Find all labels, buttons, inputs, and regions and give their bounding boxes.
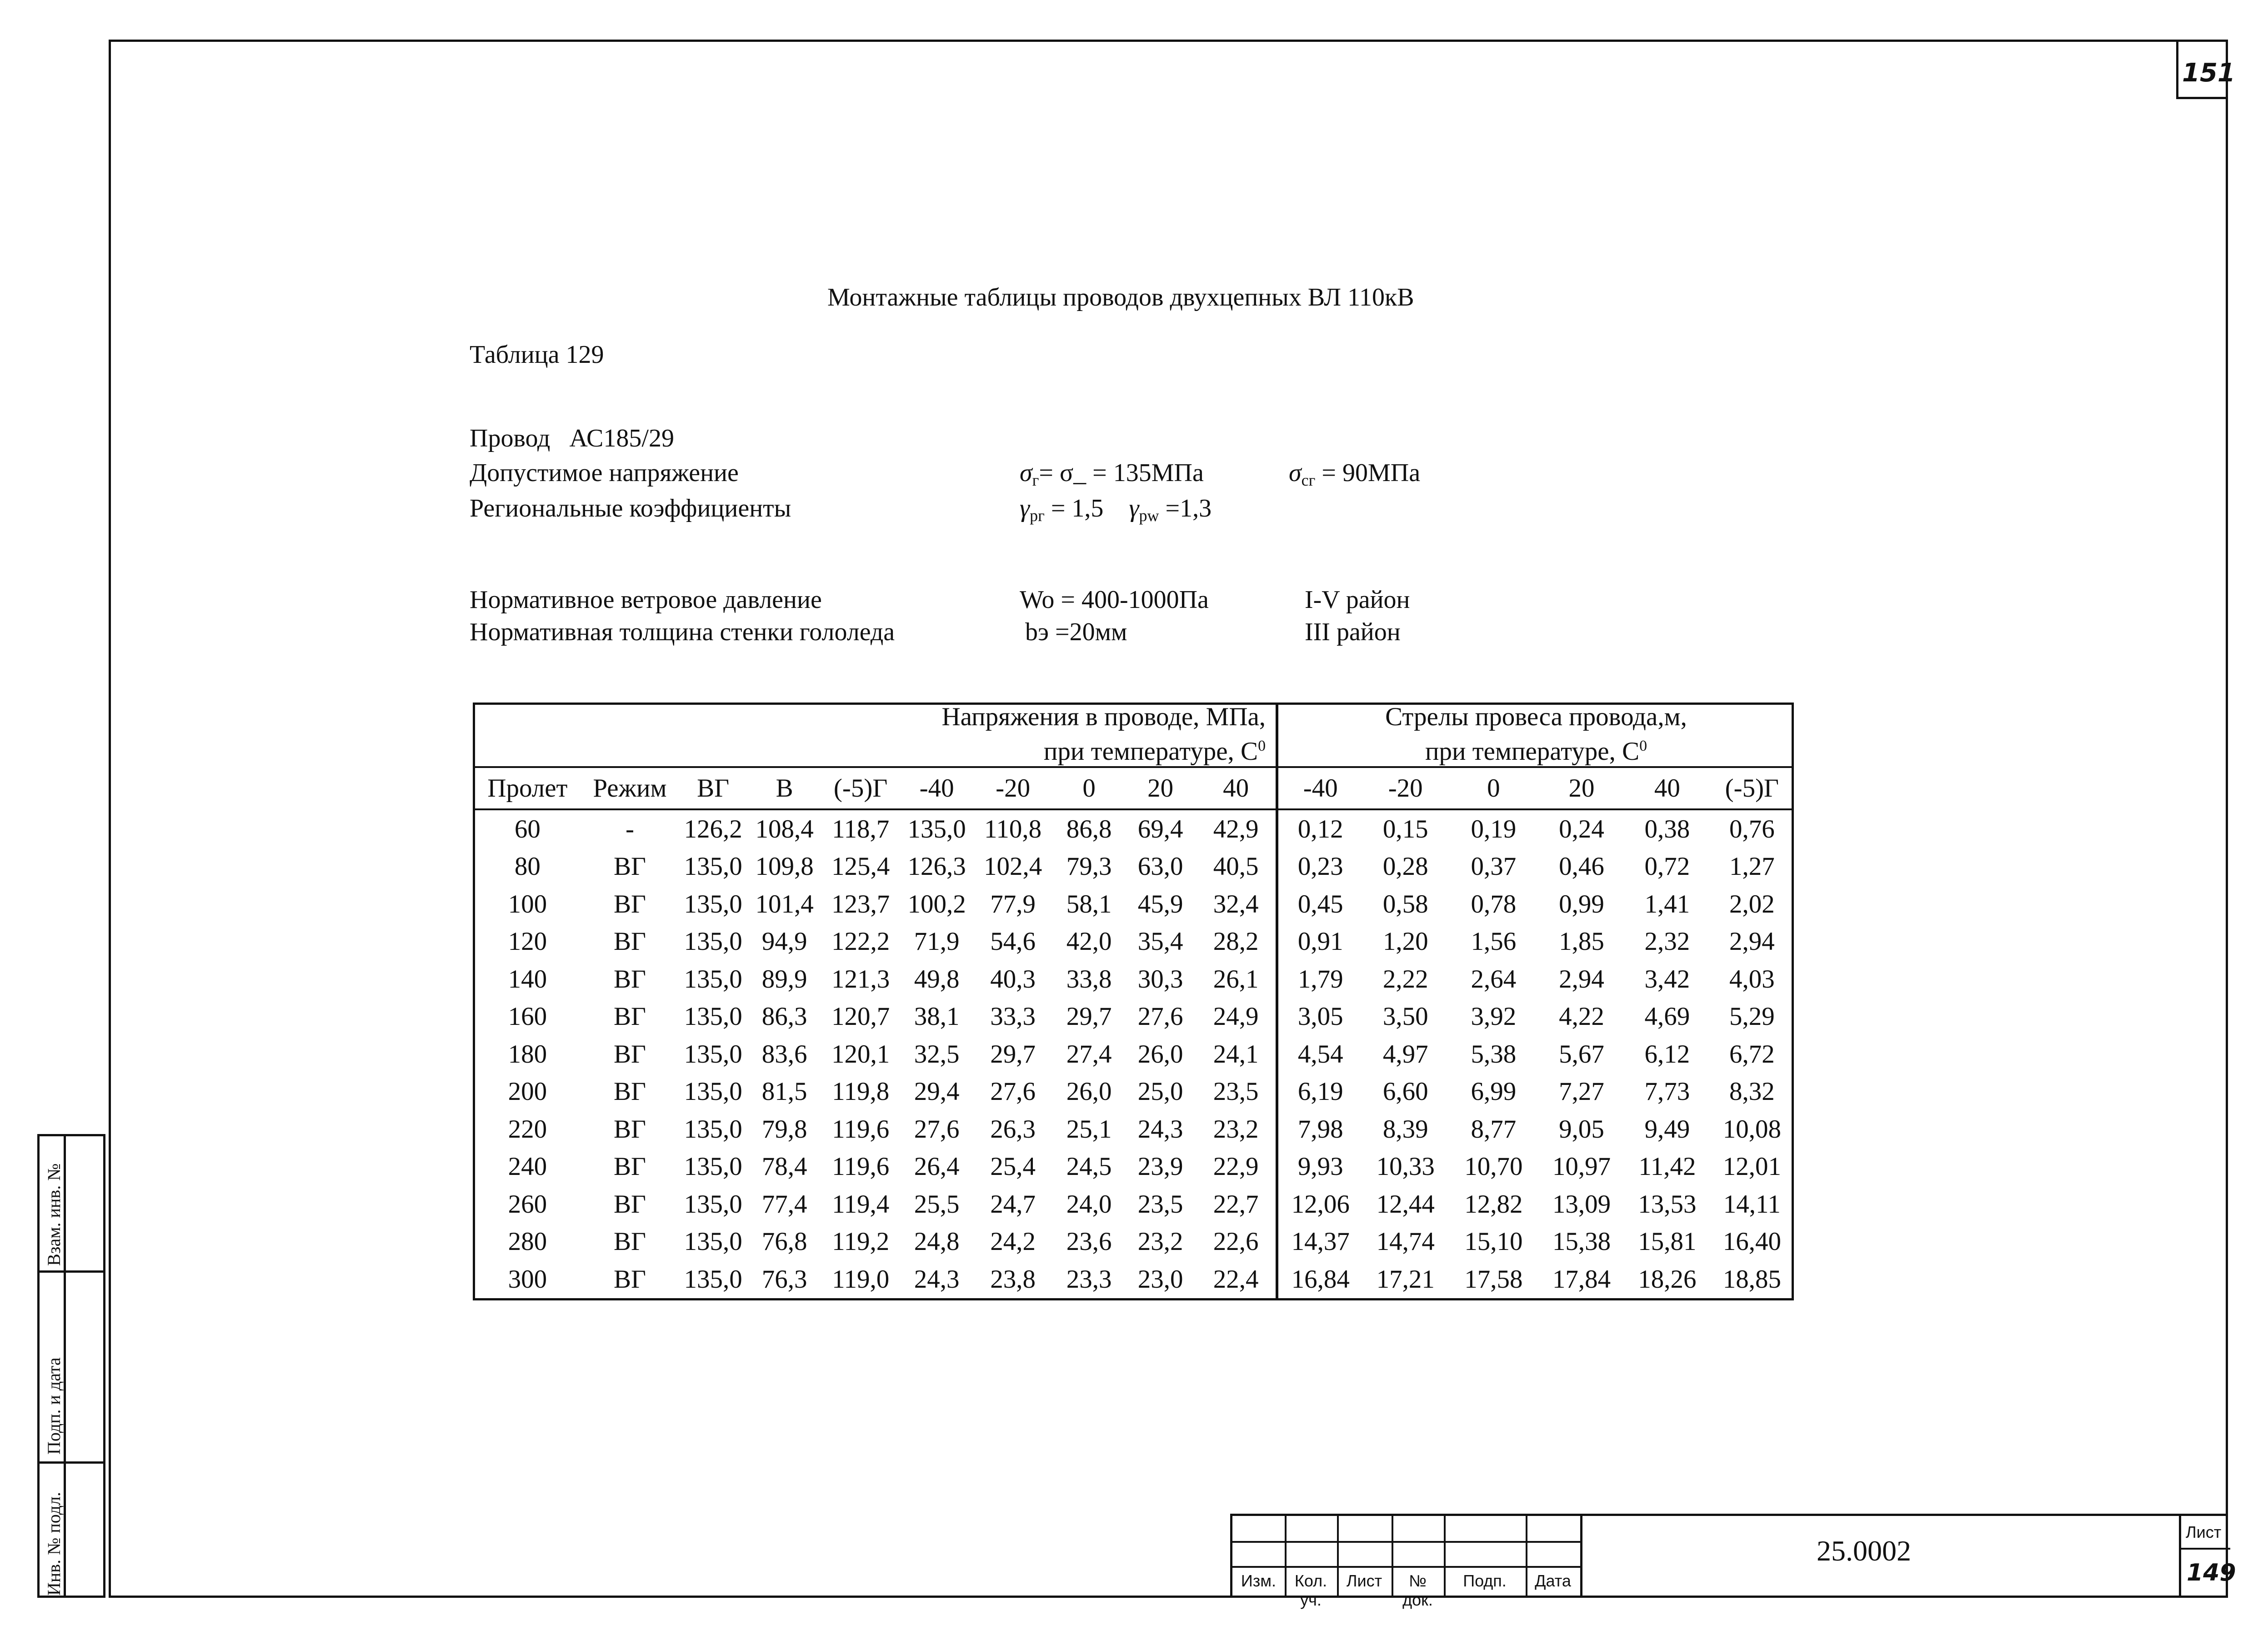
table-cell: 24,9	[1196, 998, 1277, 1036]
table-cell: 0,99	[1559, 889, 1604, 918]
table-cell: 22,9	[1196, 1148, 1277, 1186]
table-cell: 3,42	[1644, 964, 1690, 994]
table-row	[473, 1035, 1794, 1073]
sag-header-line2: при температуре, С	[1425, 737, 1640, 766]
table-cell: 4,54	[1297, 1039, 1343, 1069]
table-cell: 15,81	[1638, 1227, 1697, 1256]
table-cell: 5,29	[1729, 1002, 1775, 1031]
table-cell: 6,19	[1297, 1077, 1343, 1106]
table-cell: 22,7	[1196, 1185, 1277, 1223]
table-body	[473, 809, 1794, 1298]
column-header: -40	[901, 767, 972, 809]
table-cell: 30,3	[1137, 964, 1183, 994]
sigma-value: = σ_ = 135МПа	[1039, 459, 1204, 487]
document-number: 25.0002	[1817, 1535, 1911, 1567]
table-cell: 24,2	[990, 1227, 1036, 1256]
gamma1-sub: рг	[1030, 507, 1045, 525]
table-cell: ВГ	[613, 1077, 646, 1106]
table-cell: 119,6	[832, 1114, 890, 1144]
table-cell: 2,94	[1559, 964, 1604, 994]
caption-data: Дата	[1535, 1571, 1571, 1590]
ice-region: III район	[1305, 618, 1401, 646]
strip-divider	[40, 1270, 103, 1273]
table-cell: 29,7	[990, 1039, 1036, 1069]
table-cell: 9,49	[1644, 1114, 1690, 1144]
caption-list: Лист	[1346, 1571, 1382, 1590]
table-cell: 9,05	[1559, 1114, 1604, 1144]
binding-strip	[37, 1134, 105, 1598]
table-header-row	[473, 703, 1794, 767]
table-cell: 54,6	[990, 927, 1036, 956]
table-cell: 94,9	[761, 927, 807, 956]
table-cell: 12,44	[1376, 1189, 1435, 1219]
allow-label: Допустимое напряжение	[470, 459, 739, 487]
handwritten-sheet-number: 149	[2187, 1559, 2236, 1586]
table-cell: 7,27	[1559, 1077, 1604, 1106]
table-cell: 24,0	[1066, 1189, 1112, 1219]
strip-divider	[40, 1461, 103, 1464]
gamma2-value: =1,3	[1165, 494, 1212, 522]
table-cell: 4,22	[1559, 1002, 1604, 1031]
table-cell: 71,9	[914, 927, 960, 956]
table-cell: 4,03	[1729, 964, 1775, 994]
table-cell: 135,0	[684, 1227, 742, 1256]
table-cell: 122,2	[831, 927, 890, 956]
table-cell: 60	[514, 814, 541, 843]
sigma-cg-sub: сг	[1301, 471, 1316, 489]
table-cell: 32,4	[1196, 885, 1277, 923]
table-cell: 180	[508, 1039, 547, 1069]
table-cell: 200	[508, 1077, 547, 1106]
gamma1-symbol: γ	[1020, 494, 1030, 522]
table-cell: 120	[508, 927, 547, 956]
table-cell: 16,40	[1722, 1227, 1781, 1256]
sag-header	[1277, 703, 1794, 767]
table-cell: 86,3	[761, 1002, 807, 1031]
table-cell: 0,15	[1382, 814, 1428, 843]
table-cell: 27,4	[1066, 1039, 1112, 1069]
table-cell: ВГ	[613, 1114, 646, 1144]
column-header: (-5)Г	[820, 767, 901, 809]
table-cell: 0,38	[1644, 814, 1690, 843]
title-block-separator	[1580, 1514, 1582, 1598]
table-cell: 86,8	[1066, 814, 1112, 843]
table-cell: 8,39	[1382, 1114, 1428, 1144]
table-row	[473, 1185, 1794, 1223]
table-cell: 220	[508, 1114, 547, 1144]
table-cell: 101,4	[755, 889, 814, 918]
table-cell: 33,3	[990, 1002, 1036, 1031]
column-header: ВГ	[677, 767, 749, 809]
table-cell: 22,6	[1196, 1223, 1277, 1261]
table-cell: 23,6	[1066, 1227, 1112, 1256]
sigma-sub: г	[1032, 471, 1039, 489]
table-cell: 240	[508, 1152, 547, 1181]
table-cell: 125,4	[831, 852, 890, 881]
table-cell: 28,2	[1196, 923, 1277, 961]
title-block-topline	[1580, 1514, 2228, 1516]
table-cell: 23,8	[990, 1265, 1036, 1294]
sigma-cg-value: = 90МПа	[1322, 459, 1421, 487]
table-cell: ВГ	[613, 1227, 646, 1256]
table-cell: 123,7	[831, 889, 890, 918]
ice-label: Нормативная толщина стенки гололеда	[470, 618, 895, 646]
table-cell: ВГ	[613, 964, 646, 994]
table-cell: 81,5	[761, 1077, 807, 1106]
table-cell: 0,76	[1729, 814, 1775, 843]
table-cell: 2,02	[1729, 889, 1775, 918]
stress-header	[473, 703, 1277, 767]
table-cell: 14,37	[1291, 1227, 1350, 1256]
table-cell: 108,4	[755, 814, 814, 843]
table-cell: 110,8	[984, 814, 1042, 843]
table-cell: 8,77	[1471, 1114, 1517, 1144]
sheet-label: Лист	[2186, 1523, 2222, 1541]
table-cell: 6,99	[1471, 1077, 1517, 1106]
caption-podp: Подп.	[1463, 1571, 1507, 1590]
table-cell: 3,50	[1382, 1002, 1428, 1031]
table-cell: ВГ	[613, 1039, 646, 1069]
table-cell: 135,0	[684, 1002, 742, 1031]
stress-header-line1: Напряжения в проводе, МПа,	[941, 703, 1266, 731]
column-header: 20	[1125, 767, 1196, 809]
ice-value: bэ =20мм	[1025, 618, 1127, 646]
sag-header-sup: 0	[1639, 738, 1647, 754]
table-cell: 0,19	[1471, 814, 1517, 843]
table-cell: 24,5	[1066, 1152, 1112, 1181]
strip-label-podp: Подп. и дата	[44, 1357, 64, 1455]
table-cell: 135,0	[684, 1039, 742, 1069]
table-cell: 23,3	[1066, 1265, 1112, 1294]
table-cell: 4,69	[1644, 1002, 1690, 1031]
table-cell: 26,0	[1137, 1039, 1183, 1069]
table-cell: 2,32	[1644, 927, 1690, 956]
column-header: 40	[1196, 767, 1277, 809]
table-cell: 0,45	[1297, 889, 1343, 918]
table-cell: 7,98	[1297, 1114, 1343, 1144]
table-cell: 26,3	[990, 1114, 1036, 1144]
table-cell: 100	[508, 889, 547, 918]
table-cell: 102,4	[983, 852, 1042, 881]
table-cell: 5,38	[1471, 1039, 1517, 1069]
table-cell: 135,0	[684, 1152, 742, 1181]
table-cell: 1,27	[1729, 852, 1775, 881]
table-cell: 2,94	[1729, 927, 1775, 956]
table-cell: ВГ	[613, 1002, 646, 1031]
table-cell: 1,56	[1471, 927, 1517, 956]
table-row	[473, 1260, 1794, 1298]
table-cell: 0,24	[1559, 814, 1604, 843]
document-title: Монтажные таблицы проводов двухцепных ВЛ 110кВ	[827, 283, 1414, 311]
table-cell: 120,7	[831, 1002, 890, 1031]
table-cell: 135,0	[907, 814, 966, 843]
table-row	[473, 1073, 1794, 1111]
table-cell: 27,6	[914, 1114, 960, 1144]
column-header: -40	[1277, 767, 1362, 809]
table-cell: 69,4	[1137, 814, 1183, 843]
table-cell: 120,1	[831, 1039, 890, 1069]
table-cell: 12,06	[1291, 1189, 1350, 1219]
table-cell: 23,5	[1137, 1189, 1183, 1219]
table-cell: 119,4	[832, 1189, 890, 1219]
table-cell: 76,3	[761, 1265, 807, 1294]
table-cell: 160	[508, 1002, 547, 1031]
table-cell: 15,38	[1552, 1227, 1611, 1256]
gamma-formula	[1020, 494, 1212, 525]
table-cell: 78,4	[761, 1152, 807, 1181]
column-header: 0	[1053, 767, 1125, 809]
table-cell: ВГ	[613, 852, 646, 881]
table-cell: 119,0	[832, 1265, 890, 1294]
table-cell: 280	[508, 1227, 547, 1256]
table-cell: 126,2	[684, 814, 742, 843]
table-cell: 3,92	[1471, 1002, 1517, 1031]
table-cell: 24,7	[990, 1189, 1036, 1219]
table-cell: 0,23	[1297, 852, 1343, 881]
grid-line	[1230, 1541, 1582, 1543]
gamma2-sub: pw	[1139, 507, 1159, 525]
table-cell: 26,1	[1196, 960, 1277, 998]
table-cell: 26,4	[914, 1152, 960, 1181]
table-cell: 79,8	[761, 1114, 807, 1144]
table-cell: 17,58	[1464, 1265, 1523, 1294]
stress-header-line2: при температуре, С	[1043, 737, 1258, 766]
table-cell: 0,12	[1297, 814, 1343, 843]
table-cell: 6,60	[1382, 1077, 1428, 1106]
column-header: 40	[1624, 767, 1710, 809]
table-cell: 29,4	[914, 1077, 960, 1106]
wire-line	[470, 424, 674, 453]
table-cell: 0,37	[1471, 852, 1517, 881]
column-header: Режим	[582, 767, 677, 809]
table-row	[473, 998, 1794, 1036]
table-cell: 22,4	[1196, 1260, 1277, 1298]
table-cell: 109,8	[755, 852, 814, 881]
table-cell: 6,72	[1729, 1039, 1775, 1069]
column-header: -20	[972, 767, 1053, 809]
table-cell: 25,4	[990, 1152, 1036, 1181]
table-cell: 119,6	[832, 1152, 890, 1181]
table-row	[473, 1110, 1794, 1148]
table-cell: 25,5	[914, 1189, 960, 1219]
table-cell: 27,6	[990, 1077, 1036, 1106]
table-cell: 0,91	[1297, 927, 1343, 956]
stress-header-sup: 0	[1258, 738, 1266, 754]
table-cell: 89,9	[761, 964, 807, 994]
table-cell: 23,9	[1137, 1152, 1183, 1181]
column-header: 0	[1448, 767, 1539, 809]
installation-table	[473, 703, 1794, 1298]
table-cell: 135,0	[684, 1114, 742, 1144]
table-cell: 79,3	[1066, 852, 1112, 881]
table-cell: 38,1	[914, 1002, 960, 1031]
table-cell: 8,32	[1729, 1077, 1775, 1106]
column-header: -20	[1362, 767, 1448, 809]
table-cell: 77,9	[990, 889, 1036, 918]
table-cell: 300	[508, 1265, 547, 1294]
table-cell: 23,2	[1196, 1110, 1277, 1148]
table-cell: 14,11	[1723, 1189, 1781, 1219]
table-cell: 77,4	[761, 1189, 807, 1219]
table-cell: 135,0	[684, 964, 742, 994]
table-cell: 7,73	[1644, 1077, 1690, 1106]
table-cell: 18,85	[1722, 1265, 1781, 1294]
table-cell: 27,6	[1137, 1002, 1183, 1031]
wire-label: Провод	[470, 424, 551, 452]
table-cell: 18,26	[1638, 1265, 1697, 1294]
table-row	[473, 1148, 1794, 1186]
sigma-cg-formula	[1289, 458, 1420, 490]
table-cell: 5,67	[1559, 1039, 1604, 1069]
table-cell: 16,84	[1291, 1265, 1350, 1294]
table-cell: 42,0	[1066, 927, 1112, 956]
table-cell: ВГ	[613, 1189, 646, 1219]
table-cell: 10,97	[1552, 1152, 1611, 1181]
table-cell: 24,3	[1137, 1114, 1183, 1144]
table-cell: 24,3	[914, 1265, 960, 1294]
caption-doc-no: № док.	[1402, 1571, 1433, 1609]
sigma-symbol: σ	[1020, 459, 1032, 487]
table-cell: ВГ	[613, 1265, 646, 1294]
table-cell: 80	[514, 852, 541, 881]
title-block	[1230, 1514, 2236, 1609]
table-cell: 6,12	[1644, 1039, 1690, 1069]
table-label: Таблица 129	[470, 341, 604, 369]
table-cell: 9,93	[1297, 1152, 1343, 1181]
wind-value: Wo = 400-1000Па	[1020, 586, 1209, 614]
grid-line	[1230, 1566, 1582, 1568]
table-cell: -	[625, 814, 634, 843]
table-cell: 135,0	[684, 1189, 742, 1219]
wire-value: АС185/29	[569, 424, 674, 452]
regional-label: Региональные коэффициенты	[470, 494, 791, 522]
table-cell: 140	[508, 964, 547, 994]
sigma-formula	[1020, 458, 1204, 490]
table-cell: 40,3	[990, 964, 1036, 994]
handwritten-page-number: 151	[2182, 58, 2235, 88]
table-cell: 119,2	[832, 1227, 890, 1256]
table-cell: ВГ	[613, 927, 646, 956]
table-cell: 25,0	[1137, 1077, 1183, 1106]
table-cell: 25,1	[1066, 1114, 1112, 1144]
table-cell: 23,5	[1196, 1073, 1277, 1111]
table-cell: 135,0	[684, 1077, 742, 1106]
table-cell: 29,7	[1066, 1002, 1112, 1031]
table-cell: 23,0	[1137, 1265, 1183, 1294]
table-row	[473, 848, 1794, 886]
table-cell: 23,2	[1137, 1227, 1183, 1256]
column-header: 20	[1539, 767, 1624, 809]
table-row	[473, 923, 1794, 961]
strip-label-inv: Инв. № подл.	[44, 1492, 64, 1596]
table-cell: 126,3	[907, 852, 966, 881]
sag-header-line1: Стрелы провеса провода,м,	[1385, 703, 1687, 731]
table-cell: 1,41	[1644, 889, 1690, 918]
table-row	[473, 885, 1794, 923]
table-row	[473, 960, 1794, 998]
table-cell: 12,01	[1722, 1152, 1781, 1181]
table-cell: 11,42	[1638, 1152, 1696, 1181]
table-cell: 24,8	[914, 1227, 960, 1256]
table-cell: 135,0	[684, 1265, 742, 1294]
table-cell: 0,28	[1382, 852, 1428, 881]
table-cell: 0,72	[1644, 852, 1690, 881]
table-cell: 35,4	[1137, 927, 1183, 956]
table-cell: 2,64	[1471, 964, 1517, 994]
table-cell: 49,8	[914, 964, 960, 994]
table-cell: 10,08	[1722, 1114, 1781, 1144]
table-cell: 2,22	[1382, 964, 1428, 994]
sigma-cg-symbol: σ	[1289, 459, 1302, 487]
table-cell: 4,97	[1382, 1039, 1428, 1069]
table-cell: 76,8	[761, 1227, 807, 1256]
column-header-row	[473, 767, 1794, 809]
table-cell: 26,0	[1066, 1077, 1112, 1106]
table-cell: 45,9	[1137, 889, 1183, 918]
table-cell: 0,78	[1471, 889, 1517, 918]
table-cell: ВГ	[613, 1152, 646, 1181]
column-header: Пролет	[473, 767, 582, 809]
table-cell: 10,33	[1376, 1152, 1435, 1181]
table-cell: 121,3	[831, 964, 890, 994]
table-cell: 17,84	[1552, 1265, 1611, 1294]
table-cell: 13,53	[1638, 1189, 1697, 1219]
wind-label: Нормативное ветровое давление	[470, 586, 822, 614]
table-cell: 40,5	[1196, 848, 1277, 886]
table-cell: ВГ	[613, 889, 646, 918]
table-row	[473, 1223, 1794, 1261]
table-cell: 83,6	[761, 1039, 807, 1069]
table-cell: 42,9	[1196, 809, 1277, 848]
table-cell: 33,8	[1066, 964, 1112, 994]
table-cell: 12,82	[1464, 1189, 1523, 1219]
table-cell: 63,0	[1137, 852, 1183, 881]
table-cell: 119,8	[832, 1077, 890, 1106]
table-cell: 118,7	[832, 814, 890, 843]
sheet-box-divider	[2181, 1548, 2230, 1550]
table-cell: 135,0	[684, 852, 742, 881]
table-cell: 1,20	[1382, 927, 1428, 956]
table-cell: 58,1	[1066, 889, 1112, 918]
table-cell: 135,0	[684, 889, 742, 918]
caption-izm: Изм.	[1241, 1571, 1277, 1590]
table-cell: 260	[508, 1189, 547, 1219]
gamma1-value: = 1,5	[1051, 494, 1104, 522]
table-cell: 13,09	[1552, 1189, 1611, 1219]
caption-kol-uch: Кол. уч.	[1294, 1571, 1327, 1609]
table-cell: 24,1	[1196, 1035, 1277, 1073]
table-cell: 1,85	[1559, 927, 1604, 956]
gamma2-symbol: γ	[1129, 494, 1139, 522]
table-cell: 10,70	[1464, 1152, 1523, 1181]
table-cell: 17,21	[1376, 1265, 1435, 1294]
table-row	[473, 809, 1794, 848]
table-cell: 135,0	[684, 927, 742, 956]
column-header: (-5)Г	[1710, 767, 1794, 809]
table-cell: 32,5	[914, 1039, 960, 1069]
table-cell: 15,10	[1464, 1227, 1523, 1256]
table-cell: 0,46	[1559, 852, 1604, 881]
strip-label-vzam: Взам. инв. №	[44, 1163, 64, 1266]
table-cell: 14,74	[1376, 1227, 1435, 1256]
table-cell: 3,05	[1297, 1002, 1343, 1031]
table-cell: 1,79	[1297, 964, 1343, 994]
table-cell: 0,58	[1382, 889, 1428, 918]
wind-region: I-V район	[1305, 586, 1410, 614]
column-header: В	[749, 767, 820, 809]
table-cell: 100,2	[907, 889, 966, 918]
